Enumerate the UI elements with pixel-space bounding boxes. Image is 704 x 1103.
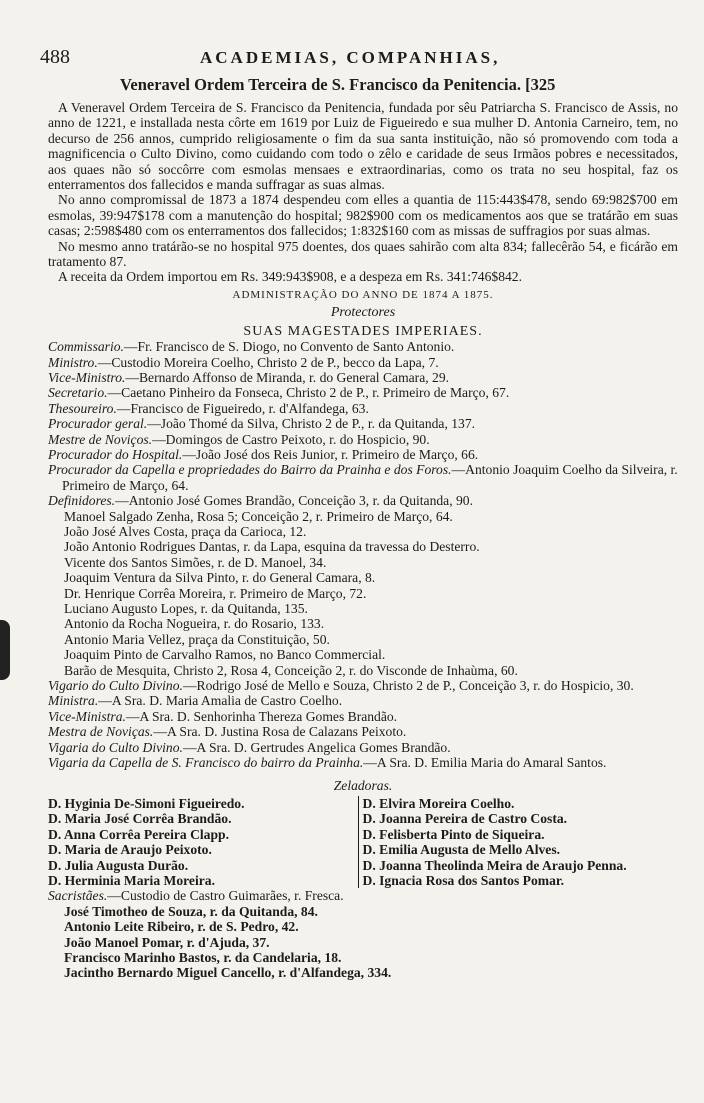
sacristao-entry: Jacintho Bernardo Miguel Cancello, r. d'Alfandega, 334. xyxy=(64,965,392,981)
definidor-entry: Antonio Maria Vellez, praça da Constituição, 50. xyxy=(64,631,330,647)
role-label: Ministra. xyxy=(48,693,99,709)
role-label: Procurador do Hospital. xyxy=(48,446,183,462)
sacristao-entry: Francisco Marinho Bastos, r. da Candelaria, 18. xyxy=(64,949,342,965)
role-label: Vigaria da Capella de S. Francisco do bairro da Prainha. xyxy=(48,755,364,771)
definidor-entry: Joaquim Pinto de Carvalho Ramos, no Banco Commercial. xyxy=(64,647,386,663)
officers2-list xyxy=(48,678,678,770)
role-holder: —Custodio de Castro Guimarães, r. Fresca. xyxy=(107,888,344,904)
role-label: Procurador da Capella e propriedades do Bairro da Prainha e dos Foros. xyxy=(48,462,452,478)
sacristaes-entry xyxy=(48,888,678,903)
role-holder: —Caetano Pinheiro da Fonseca, Christo 2 de P., r. Primeiro de Março, 67. xyxy=(107,385,510,401)
role-label: Vigaria do Culto Divino. xyxy=(48,739,183,755)
officer-entry xyxy=(48,355,678,370)
zeladora-entry: D. Anna Corrêa Pereira Clapp. xyxy=(48,826,229,842)
role-label: Mestra de Noviças. xyxy=(48,724,154,740)
definidores-list xyxy=(48,509,678,678)
role-label: Mestre de Noviços. xyxy=(48,431,153,447)
officer-entry xyxy=(48,339,678,354)
role-holder: —João José dos Reis Junior, r. Primeiro de Março, 66. xyxy=(182,446,479,462)
page-number: 488 xyxy=(40,46,70,68)
role-label: Vice-Ministra. xyxy=(48,708,126,724)
zeladora-entry: D. Maria José Corrêa Brandão. xyxy=(48,811,232,827)
officer-entry xyxy=(48,678,678,693)
zeladora-entry: D. Maria de Araujo Peixoto. xyxy=(48,842,212,858)
definidor-entry: Luciano Augusto Lopes, r. da Quitanda, 135. xyxy=(64,601,308,616)
page-header xyxy=(40,46,664,72)
paragraph-hospital: No mesmo anno tratárão-se no hospital 975 doentes, dos quaes sahirão com alta 834; fallecêrão 54, e ficárão em tratamento 87. xyxy=(48,238,678,270)
officer-entry xyxy=(48,447,678,462)
definidor-entry: Vicente dos Santos Simões, r. de D. Manoel, 34. xyxy=(64,554,327,570)
officer-entry xyxy=(48,493,678,508)
sacristao-entry: José Timotheo de Souza, r. da Quitanda, 84. xyxy=(64,903,318,919)
role-holder: —Rodrigo José de Mello e Souza, Christo 2 de P., Conceição 3, r. do Hospicio, 30. xyxy=(182,678,634,694)
officer-entry xyxy=(48,724,678,739)
role-holder: —A Sra. D. Justina Rosa de Calazans Peixoto. xyxy=(153,724,407,740)
role-label: Thesoureiro. xyxy=(48,400,117,416)
role-holder: —Bernardo Affonso de Miranda, r. do General Camara, 29. xyxy=(125,369,450,385)
zeladora-entry: D. Hyginia De-Simoni Figueiredo. xyxy=(48,795,245,811)
role-holder: —Custodio Moreira Coelho, Christo 2 de P., becco da Lapa, 7. xyxy=(97,354,439,370)
officer-entry xyxy=(48,693,678,708)
zeladora-entry: D. Julia Augusta Durão. xyxy=(48,857,189,873)
role-holder: —João Thomé da Silva, Christo 2 de P., r. da Quitanda, 137. xyxy=(147,416,476,432)
officer-entry xyxy=(48,740,678,755)
role-label: Commissario. xyxy=(48,339,124,355)
running-title: ACADEMIAS, COMPANHIAS, xyxy=(200,48,501,67)
protectores-value: SUAS MAGESTADES IMPERIAES. xyxy=(243,323,483,339)
zeladora-entry: D. Joanna Pereira de Castro Costa. xyxy=(362,811,568,827)
role-label: Vigario do Culto Divino. xyxy=(48,678,183,694)
sacristaes-list xyxy=(48,904,678,981)
administration-heading: ADMINISTRAÇÃO DO ANNO DE 1874 A 1875. xyxy=(232,288,494,301)
zeladoras-left-column xyxy=(48,796,358,888)
protectores-heading: Protectores xyxy=(330,305,396,321)
role-label: Ministro. xyxy=(48,354,98,370)
definidor-entry: João José Alves Costa, praça da Carioca, 12. xyxy=(64,523,307,539)
role-holder: —A Sra. D. Senhorinha Thereza Gomes Brandão. xyxy=(125,708,398,724)
paragraph-expenses: No anno compromissal de 1873 a 1874 despendeu com elles a quantia de 115:443$478, sendo 69:982$700 em esmolas, 39:947$178 com a manutenção do hospital; 982$900 com os medicamentos aos que se tratárão em suas casas; 2:598$480 com os enterramentos dos fallecidos; 1:832$160 com as missas de suffragios por suas almas. xyxy=(48,192,678,239)
definidor-entry: Manoel Salgado Zenha, Rosa 5; Conceição 2, r. Primeiro de Março, 64. xyxy=(64,508,453,524)
definidor-entry: Joaquim Ventura da Silva Pinto, r. do General Camara, 8. xyxy=(64,570,376,586)
sacristao-entry: Antonio Leite Ribeiro, r. de S. Pedro, 42. xyxy=(64,919,299,935)
role-label: Definidores. xyxy=(48,493,116,509)
officer-entry xyxy=(48,432,678,447)
paragraph-revenue: A receita da Ordem importou em Rs. 349:943$908, e a despeza em Rs. 341:746$842. xyxy=(58,269,522,285)
officer-entry xyxy=(48,401,678,416)
role-holder: —Francisco de Figueiredo, r. d'Alfandega, 63. xyxy=(116,400,369,416)
document-body xyxy=(48,100,678,981)
officer-entry xyxy=(48,462,678,493)
role-label: Sacristães. xyxy=(48,888,108,904)
role-holder: —Antonio José Gomes Brandão, Conceição 3, r. da Quitanda, 90. xyxy=(115,493,473,509)
zeladora-entry: D. Emilia Augusta de Mello Alves. xyxy=(362,842,561,858)
sacristao-entry: João Manoel Pomar, r. d'Ajuda, 37. xyxy=(64,934,270,950)
officer-entry xyxy=(48,385,678,400)
definidor-entry: Antonio da Rocha Nogueira, r. do Rosario, 133. xyxy=(64,616,325,632)
zeladora-entry: D. Joanna Theolinda Meira de Araujo Penna. xyxy=(362,857,627,873)
role-holder: —Fr. Francisco de S. Diogo, no Convento de Santo Antonio. xyxy=(123,339,455,355)
definidor-entry: João Antonio Rodrigues Dantas, r. da Lapa, esquina da travessa do Desterro. xyxy=(64,539,480,555)
sacristaes-entry xyxy=(48,888,678,903)
zeladoras-heading: Zeladoras. xyxy=(333,778,393,794)
definidor-entry: Dr. Henrique Corrêa Moreira, r. Primeiro de Março, 72. xyxy=(64,585,367,601)
section-title: Veneravel Ordem Terceira de S. Francisco da Penitencia. [325 xyxy=(120,75,556,94)
officer-entry xyxy=(48,370,678,385)
role-holder: —A Sra. D. Gertrudes Angelica Gomes Brandão. xyxy=(182,739,451,755)
paragraph-history: A Veneravel Ordem Terceira de S. Francisco da Penitencia, fundada por sêu Patriarcha S. Francisco de Assis, no anno de 1221, e installada nesta côrte em 1619 por Luiz de Figueiredo e sua mulher D. Antonia Carneiro, tem, no decurso de 256 annos, cumprido religiosamente o fim da sua santa instituição, não só promovendo com toda a magnificencia o Culto Divino, como cuidando com todo o zêlo e caridade de seus Irmãos pobres e necessitados, aos quaes não só soccôrre com esmolas mensaes e extraordinarias, como os trata no seu hospital, faz os enterramentos dos fallecidos e manda suffragar as suas almas. xyxy=(48,100,678,193)
definidor-entry: Barão de Mesquita, Christo 2, Rosa 4, Conceição 2, r. do Visconde de Inhaùma, 60. xyxy=(64,662,518,678)
officer-entry xyxy=(48,709,678,724)
zeladora-entry: D. Felisberta Pinto de Siqueira. xyxy=(362,826,545,842)
binding-mark xyxy=(0,620,10,680)
role-label: Secretario. xyxy=(48,385,108,401)
officer-entry xyxy=(48,755,678,770)
role-label: Vice-Ministro. xyxy=(48,369,126,385)
role-holder: —A Sra. D. Maria Amalia de Castro Coelho. xyxy=(98,693,343,709)
zeladora-entry: D. Herminia Maria Moreira. xyxy=(48,872,215,888)
officers-list xyxy=(48,339,678,508)
zeladoras-table xyxy=(48,796,678,888)
zeladora-entry: D. Elvira Moreira Coelho. xyxy=(362,795,515,811)
zeladora-entry: D. Ignacia Rosa dos Santos Pomar. xyxy=(362,872,565,888)
officer-entry xyxy=(48,416,678,431)
role-holder: —A Sra. D. Emilia Maria do Amaral Santos. xyxy=(363,755,607,771)
zeladoras-right-column xyxy=(358,796,678,888)
role-holder: —Antonio Joaquim Coelho da Silveira, r. Primeiro de Março, 64. xyxy=(62,462,678,493)
role-holder: —Domingos de Castro Peixoto, r. do Hospicio, 90. xyxy=(152,431,430,447)
role-label: Procurador geral. xyxy=(48,416,148,432)
